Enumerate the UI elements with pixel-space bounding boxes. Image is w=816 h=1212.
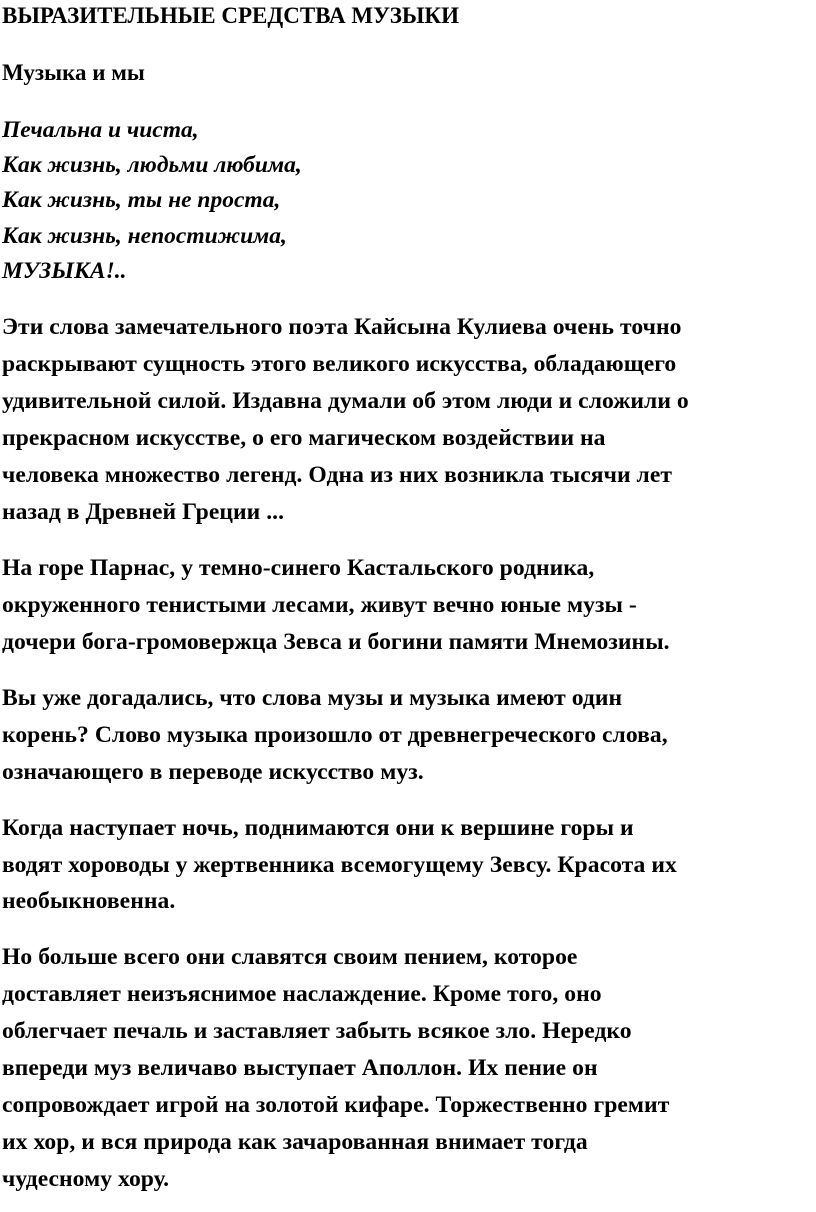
document-title: ВЫРАЗИТЕЛЬНЫЕ СРЕДСТВА МУЗЫКИ (2, 3, 459, 28)
poem-line: МУЗЫКА!.. (2, 258, 127, 284)
paragraph-line: корень? Слово музыка произошло от древнегреческого слова, (2, 722, 668, 748)
document-subtitle: Музыка и мы (2, 60, 145, 85)
poem-line: Как жизнь, непостижима, (2, 223, 287, 249)
paragraph-line: означающего в переводе искусство муз. (2, 759, 424, 785)
poem-line: Как жизнь, ты не проста, (2, 187, 281, 213)
paragraph-line: На горе Парнас, у темно-синего Кастальского родника, (2, 555, 595, 581)
paragraph-line: Когда наступает ночь, поднимаются они к вершине горы и (2, 815, 634, 841)
paragraph-line: впереди муз величаво выступает Аполлон. Их пение он (2, 1055, 598, 1081)
poem-line: Как жизнь, людьми любима, (2, 152, 302, 178)
paragraph-line: Но больше всего они славятся своим пением, которое (2, 944, 578, 970)
poem-line: Печальна и чиста, (2, 117, 199, 143)
paragraph-line: окруженного тенистыми лесами, живут вечно юные музы - (2, 592, 637, 618)
paragraph-line: доставляет неизъяснимое наслаждение. Кроме того, оно (2, 981, 602, 1007)
paragraph-line: Эти слова замечательного поэта Кайсына Кулиева очень точно (2, 314, 682, 340)
paragraph-line: назад в Древней Греции ... (2, 499, 285, 525)
paragraph-line: раскрывают сущность этого великого искусства, обладающего (2, 351, 677, 377)
paragraph-line: водят хороводы у жертвенника всемогущему Зевсу. Красота их (2, 852, 677, 878)
paragraph-line: удивительной силой. Издавна думали об этом люди и сложили о (2, 388, 689, 414)
paragraph-line: Вы уже догадались, что слова музы и музыка имеют один (2, 685, 623, 711)
paragraph-line: облегчает печаль и заставляет забыть всякое зло. Нередко (2, 1018, 632, 1044)
paragraph-line: человека множество легенд. Одна из них возникла тысячи лет (2, 462, 672, 488)
paragraph-line: прекрасном искусстве, о его магическом воздействии на (2, 425, 606, 451)
paragraph-line: дочери бога-громовержца Зевса и богини памяти Мнемозины. (2, 629, 670, 655)
paragraph-line: их хор, и вся природа как зачарованная внимает тогда (2, 1129, 588, 1155)
paragraph-line: чудесному хору. (2, 1166, 170, 1192)
paragraph-line: сопровождает игрой на золотой кифаре. Торжественно гремит (2, 1092, 670, 1118)
paragraph-line: необыкновенна. (2, 888, 176, 914)
